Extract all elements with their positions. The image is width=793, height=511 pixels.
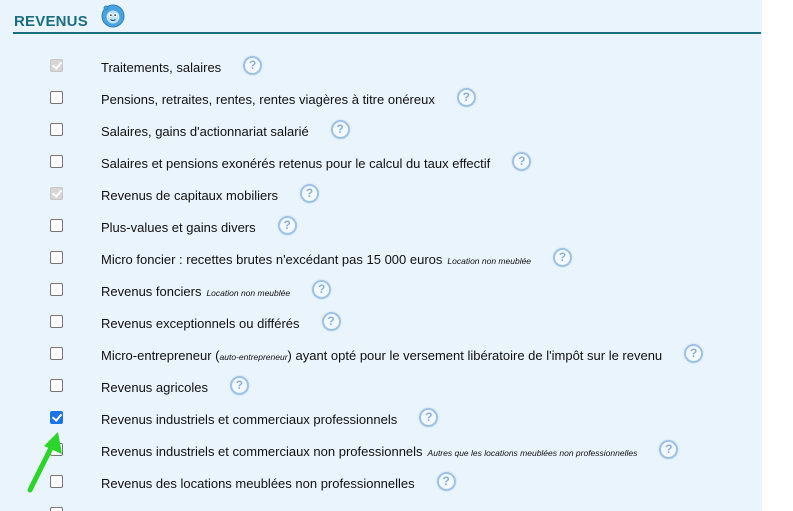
option-label <box>101 474 456 493</box>
help-question-icon[interactable]: ? <box>322 312 341 331</box>
checkbox-traitements-salaires <box>50 59 63 72</box>
checkbox-pensions-retraites[interactable] <box>50 91 63 104</box>
help-question-icon[interactable]: ? <box>243 56 262 75</box>
help-question-icon[interactable]: ? <box>659 440 678 459</box>
checkbox-partial[interactable] <box>50 507 63 511</box>
revenue-options-list <box>0 50 762 511</box>
list-item <box>0 50 762 82</box>
list-item <box>0 306 762 338</box>
option-label <box>101 250 572 269</box>
help-question-icon[interactable]: ? <box>553 248 572 267</box>
option-text: Plus-values et gains divers <box>101 220 256 235</box>
list-item-partial <box>0 498 762 511</box>
list-item <box>0 178 762 210</box>
help-question-icon[interactable]: ? <box>684 344 703 363</box>
option-text: Traitements, salaires <box>101 60 222 75</box>
option-text: Revenus de capitaux mobiliers <box>101 188 279 203</box>
option-label <box>101 58 262 77</box>
section-header <box>13 4 761 34</box>
checkbox-micro-entrepreneur[interactable] <box>50 347 63 360</box>
option-note: Autres que les locations meublées non professionnelles <box>427 447 638 458</box>
list-item <box>0 274 762 306</box>
option-text: Revenus fonciers <box>101 284 202 299</box>
option-text: Revenus industriels et commerciaux professionnels <box>101 412 398 427</box>
list-item <box>0 242 762 274</box>
help-question-icon[interactable]: ? <box>278 216 297 235</box>
checkbox-salaires-actionnariat[interactable] <box>50 123 63 136</box>
help-question-icon[interactable]: ? <box>512 152 531 171</box>
help-question-icon[interactable]: ? <box>457 88 476 107</box>
option-label <box>101 314 341 333</box>
option-label <box>101 346 703 365</box>
list-item <box>0 146 762 178</box>
green-arrow-annotation <box>20 428 68 498</box>
help-question-icon[interactable]: ? <box>437 472 456 491</box>
list-item <box>0 466 762 498</box>
option-label <box>101 410 438 429</box>
checkbox-revenus-agricoles[interactable] <box>50 379 63 392</box>
help-question-icon[interactable]: ? <box>331 120 350 139</box>
option-label <box>101 154 531 173</box>
option-text: Salaires, gains d'actionnariat salarié <box>101 124 309 139</box>
option-text: Micro-entrepreneur ( <box>101 348 220 363</box>
option-text: Revenus agricoles <box>101 380 208 395</box>
list-item <box>0 370 762 402</box>
option-text: Revenus exceptionnels ou différés <box>101 316 300 331</box>
help-question-icon[interactable]: ? <box>230 376 249 395</box>
option-label <box>101 442 678 461</box>
list-item <box>0 434 762 466</box>
checkbox-capitaux-mobiliers <box>50 187 63 200</box>
help-question-icon[interactable]: ? <box>312 280 331 299</box>
list-item <box>0 82 762 114</box>
option-text: Revenus des locations meublées non professionnelles <box>101 476 415 491</box>
option-inline-note: auto-entrepreneur <box>219 351 288 362</box>
option-text: Pensions, retraites, rentes, rentes viagères à titre onéreux <box>101 92 435 107</box>
checkbox-micro-foncier[interactable] <box>50 251 63 264</box>
list-item <box>0 338 762 370</box>
checkbox-salaires-exoneres[interactable] <box>50 155 63 168</box>
option-label <box>101 282 331 301</box>
help-question-icon[interactable]: ? <box>419 408 438 427</box>
list-item <box>0 402 762 434</box>
help-question-icon[interactable]: ? <box>300 184 319 203</box>
section-title: REVENUS <box>14 13 88 30</box>
checkbox-plus-values[interactable] <box>50 219 63 232</box>
option-text: Revenus industriels et commerciaux non professionnels <box>101 444 423 459</box>
list-item <box>0 114 762 146</box>
option-text-continued: ) ayant opté pour le versement libératoire de l'impôt sur le revenu <box>287 348 663 363</box>
option-label <box>101 378 249 397</box>
option-label <box>101 90 476 109</box>
checkbox-revenus-fonciers[interactable] <box>50 283 63 296</box>
checkbox-revenus-exceptionnels[interactable] <box>50 315 63 328</box>
page-background-strip <box>762 0 793 511</box>
option-text: Salaires et pensions exonérés retenus pour le calcul du taux effectif <box>101 156 491 171</box>
option-text: Micro foncier : recettes brutes n'excédant pas 15 000 euros <box>101 252 443 267</box>
option-label <box>101 218 297 237</box>
option-label <box>101 186 319 205</box>
option-note: Location non meublée <box>206 287 291 298</box>
mascot-help-icon[interactable] <box>101 4 125 28</box>
option-note: Location non meublée <box>447 255 532 266</box>
option-label <box>101 122 350 141</box>
list-item <box>0 210 762 242</box>
checkbox-bic-professionnels[interactable] <box>50 411 63 424</box>
